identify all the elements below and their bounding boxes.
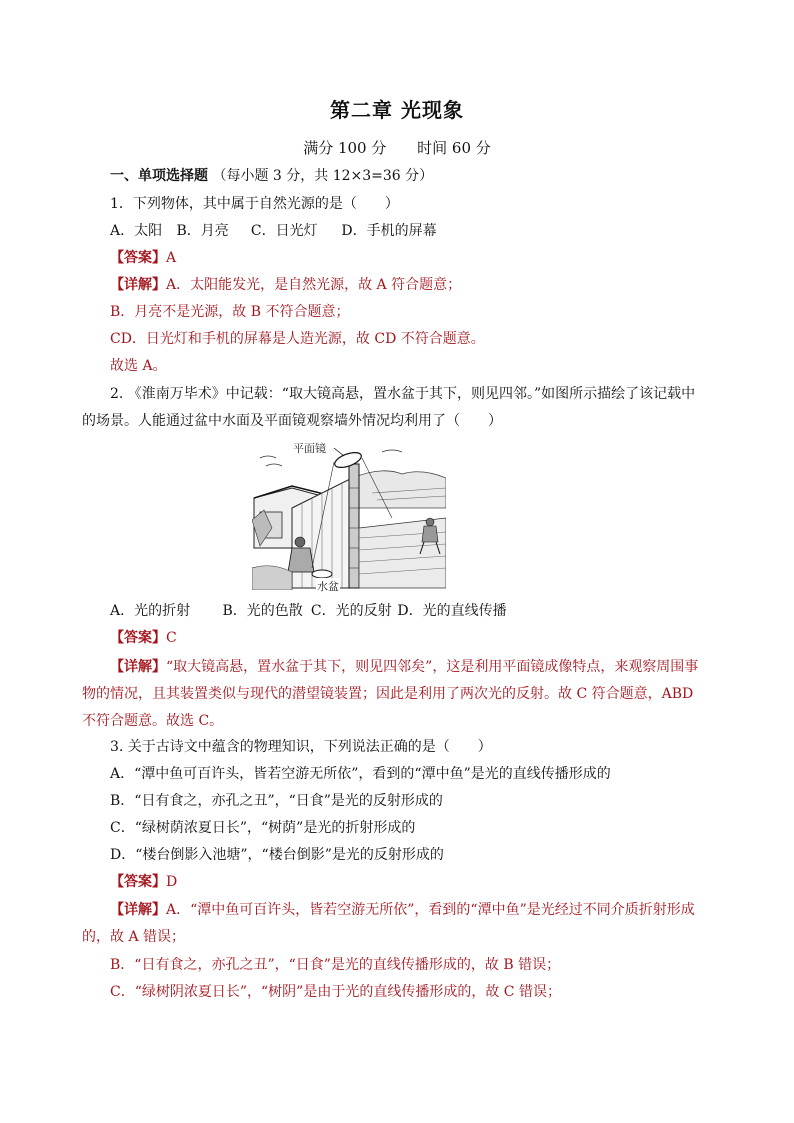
page-title: 第二章 光现象 <box>330 98 464 122</box>
q2-answer <box>110 628 714 648</box>
q3-detail-c: C．“绿树阴浓夏日长”，“树阴”是由于光的直线传播形成的，故 C 错误； <box>110 984 561 1000</box>
q1-detail-line-1: A．太阳能发光，是自然光源，故 A 符合题意； <box>166 277 462 293</box>
q3-answer-tag: 【答案】 <box>110 874 166 890</box>
full-score: 满分 100 分 <box>303 139 387 157</box>
time-limit: 时间 60 分 <box>417 139 491 157</box>
q3-detail-tag: 【详解】 <box>110 902 166 918</box>
q3-detail <box>82 897 708 951</box>
q1-option-d: D．手机的屏幕 <box>341 223 437 239</box>
q1-detail-line-3: CD．日光灯和手机的屏幕是人造光源，故 CD 不符合题意。 <box>110 331 485 347</box>
q3-detail-b: B．“日有食之，亦孔之丑”，“日食”是光的直线传播形成的，故 B 错误； <box>110 957 561 973</box>
q1-answer <box>110 248 714 268</box>
q2-answer-tag: 【答案】 <box>110 630 166 646</box>
section-note: （每小题 3 分，共 12×3=36 分） <box>212 168 434 184</box>
q2-stem: 2. 《淮南万毕术》中记载：“取大镜高悬，置水盆于其下，则见四邻。”如图所示描绘了该记载中的场景。人能通过盆中水面及平面镜观察墙外情况均利用了（ ） <box>82 386 696 429</box>
q3-option-d: D．“楼台倒影入池塘”，“楼台倒影”是光的反射形成的 <box>110 847 444 863</box>
q3-answer-value: D <box>166 874 178 890</box>
section-title: 一、单项选择题 <box>110 168 208 184</box>
q1-option-b: B．月亮 <box>176 223 229 239</box>
q1-option-a: A．太阳 <box>110 223 163 239</box>
q3-option-a: A．“潭中鱼可百许头，皆若空游无所依”，看到的“潭中鱼”是光的直线传播形成的 <box>110 766 611 782</box>
well-mirror-illustration <box>252 438 446 590</box>
q2-option-d: D．光的直线传播 <box>397 603 507 619</box>
section-heading <box>110 166 714 186</box>
q2-option-a: A．光的折射 <box>110 603 191 619</box>
q3-answer <box>110 872 714 892</box>
q2-detail-tag: 【详解】 <box>110 659 166 675</box>
q1-answer-tag: 【答案】 <box>110 250 166 266</box>
q3-option-b: B．“日有食之，亦孔之丑”，“日食”是光的反射形成的 <box>110 793 443 809</box>
q1-answer-value: A <box>166 250 177 266</box>
q2-option-b: B．光的色散 <box>222 603 303 619</box>
label-water-basin: 水盆 <box>317 580 339 593</box>
q1-detail <box>110 275 714 295</box>
q1-stem: 1．下列物体，其中属于自然光源的是（ ） <box>110 196 399 212</box>
q3-detail-a: A．“潭中鱼可百许头，皆若空游无所依”，看到的“潭中鱼”是光经过不同介质折射形成的，故 A 错误； <box>82 902 695 945</box>
q1-detail-tag: 【详解】 <box>110 277 166 293</box>
q1-option-c: C．日光灯 <box>250 223 318 239</box>
label-plane-mirror: 平面镜 <box>293 442 326 455</box>
q2-option-c: C．光的反射 <box>310 603 392 619</box>
q2-answer-value: C <box>166 630 177 646</box>
q2-detail <box>82 654 708 735</box>
exam-info <box>0 137 794 158</box>
q3-option-c: C．“绿树荫浓夏日长”，“树荫”是光的折射形成的 <box>110 820 416 836</box>
q2-detail-text: “取大镜高悬，置水盆于其下，则见四邻矣”，这是利用平面镜成像特点，来观察周围事物的情况，且其装置类似与现代的潜望镜装置；因此是利用了两次光的反射。故 C 符合题意，ABD 不符合题意。故选 C。 <box>82 659 699 729</box>
q2-figure <box>252 438 446 593</box>
q1-conclusion: 故选 A。 <box>110 358 167 374</box>
q3-stem: 3. 关于古诗文中蕴含的物理知识，下列说法正确的是（ ） <box>110 739 492 755</box>
q1-options <box>110 221 714 241</box>
q2-options <box>110 601 714 621</box>
q1-detail-line-2: B．月亮不是光源，故 B 不符合题意； <box>110 304 350 320</box>
